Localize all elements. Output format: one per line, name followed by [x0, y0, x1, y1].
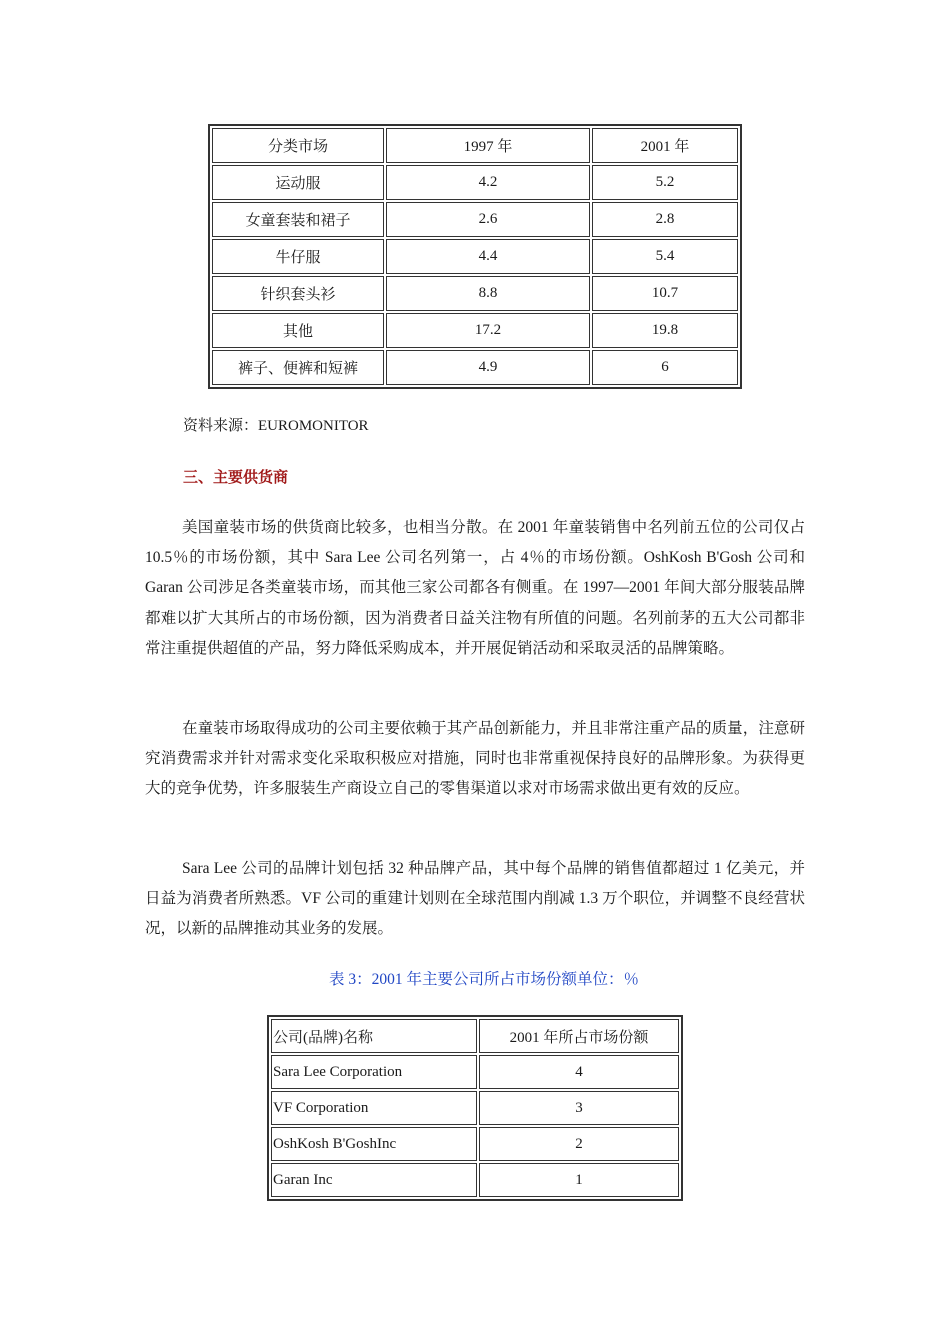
table-row	[212, 165, 738, 200]
table-cell: 17.2	[386, 313, 590, 348]
section-heading: 三、主要供货商	[183, 470, 289, 486]
table-cell: 6	[592, 350, 738, 385]
table-cell: 2	[479, 1127, 679, 1161]
table-row	[271, 1091, 679, 1125]
table-cell: 5.4	[592, 239, 738, 274]
table-cell: 3	[479, 1091, 679, 1125]
table-row	[212, 239, 738, 274]
table-cell: 2.8	[592, 202, 738, 237]
table-cell: Sara Lee Corporation	[271, 1055, 477, 1089]
table-row	[271, 1055, 679, 1089]
body-paragraph: Sara Lee 公司的品牌计划包括 32 种品牌产品，其中每个品牌的销售值都超过 1 亿美元，并日益为消费者所熟悉。VF 公司的重建计划则在全球范围内削减 1.3 万个职位，并调整不良经营状况，以新的品牌推动其业务的发展。	[145, 860, 805, 938]
table-row	[212, 350, 738, 385]
table-row	[271, 1163, 679, 1197]
table-cell: 其他	[212, 313, 384, 348]
table-cell: 8.8	[386, 276, 590, 311]
table-row	[212, 202, 738, 237]
source-note: 资料来源：EUROMONITOR	[183, 418, 369, 434]
table-row	[212, 313, 738, 348]
table-cell: Garan Inc	[271, 1163, 477, 1197]
body-paragraph: 美国童装市场的供货商比较多，也相当分散。在 2001 年童装销售中名列前五位的公司仅占 10.5％的市场份额，其中 Sara Lee 公司名列第一，占 4％的市场份额。OshKosh B'Gosh 公司和 Garan 公司涉足各类童装市场，而其他三家公司都各有侧重。在 1997—2001 年间大部分服装品牌都难以扩大其所占的市场份额，因为消费者日益关注物有所值的问题。名列前茅的五大公司都非常注重提供超值的产品，努力降低采购成本，并开展促销活动和采取灵活的品牌策略。	[145, 519, 805, 657]
table-cell: 5.2	[592, 165, 738, 200]
table-cell: 19.8	[592, 313, 738, 348]
table-cell: 4.9	[386, 350, 590, 385]
header-cell: 公司(品牌)名称	[271, 1019, 477, 1053]
table-cell: 4.4	[386, 239, 590, 274]
table-cell: OshKosh B'GoshInc	[271, 1127, 477, 1161]
table-cell: 4	[479, 1055, 679, 1089]
table-cell: 1	[479, 1163, 679, 1197]
table-row	[212, 276, 738, 311]
body-paragraph: 在童装市场取得成功的公司主要依赖于其产品创新能力，并且非常注重产品的质量，注意研究消费需求并针对需求变化采取积极应对措施，同时也非常重视保持良好的品牌形象。为获得更大的竞争优势，许多服装生产商设立自己的零售渠道以求对市场需求做出更有效的反应。	[145, 720, 805, 798]
table-row	[271, 1127, 679, 1161]
table-cell: 牛仔服	[212, 239, 384, 274]
header-cell: 分类市场	[212, 128, 384, 163]
table-cell: 2.6	[386, 202, 590, 237]
table-cell: 4.2	[386, 165, 590, 200]
table-header-row	[271, 1019, 679, 1053]
market-category-table	[208, 124, 742, 389]
market-share-table	[267, 1015, 683, 1201]
table-cell: 女童套装和裙子	[212, 202, 384, 237]
table-header-row	[212, 128, 738, 163]
table-caption: 表 3：2001 年主要公司所占市场份额单位：％	[328, 971, 639, 988]
table-cell: 裤子、便裤和短裤	[212, 350, 384, 385]
table-cell: 针织套头衫	[212, 276, 384, 311]
header-cell: 2001 年	[592, 128, 738, 163]
table-cell: VF Corporation	[271, 1091, 477, 1125]
header-cell: 1997 年	[386, 128, 590, 163]
table-cell: 运动服	[212, 165, 384, 200]
table-cell: 10.7	[592, 276, 738, 311]
header-cell: 2001 年所占市场份额	[479, 1019, 679, 1053]
